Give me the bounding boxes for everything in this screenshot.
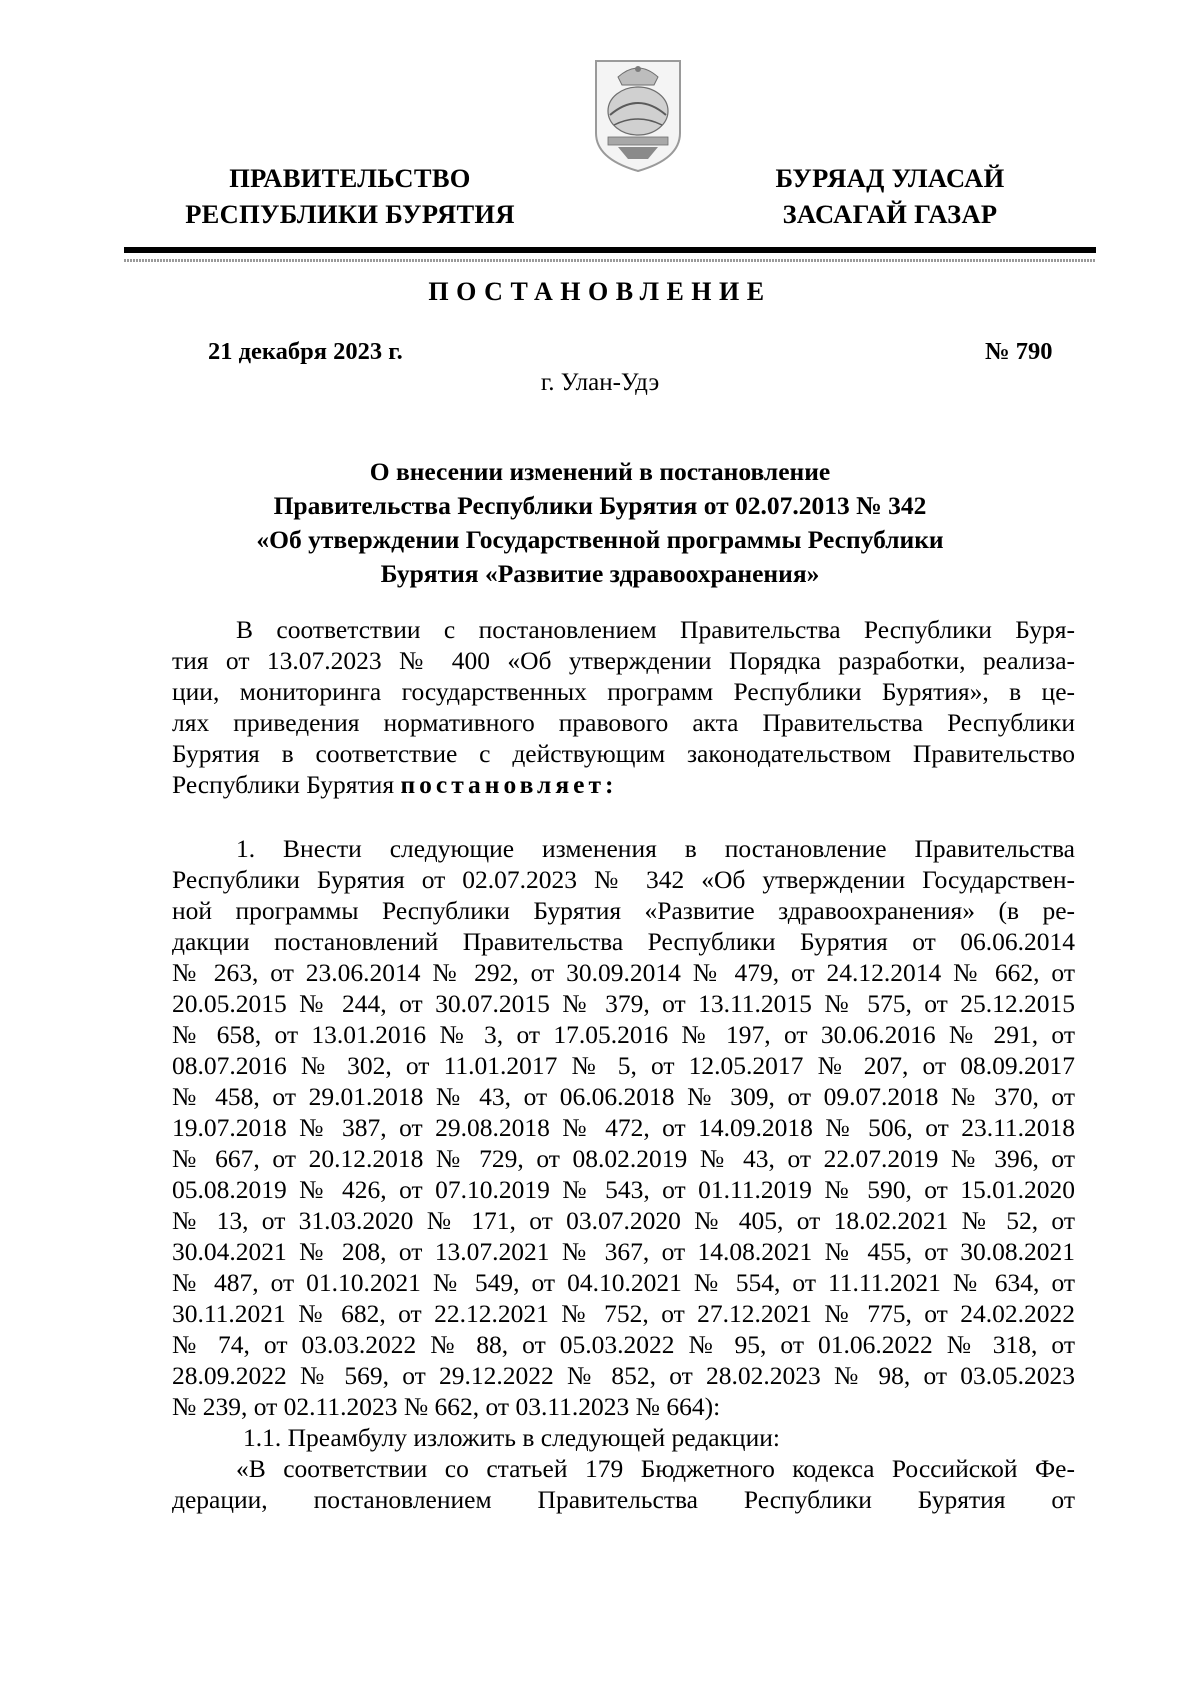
preamble-line: Бурятия в соответствие с действующим законодательством Правительство [172,739,1075,768]
item1-line: Республики Бурятия от 02.07.2023 № 342 «Об утверждении Государствен- [172,865,1075,894]
preamble-line: ции, мониторинга государственных программ Республики Бурятия», в це- [172,677,1075,706]
decree-word: постановляет: [400,770,618,799]
coat-of-arms-emblem-icon [588,55,688,175]
item1-line: 05.08.2019 № 426, от 07.10.2019 № 543, от 01.11.2019 № 590, от 15.01.2020 [172,1175,1075,1204]
preamble-last-line [172,770,1075,800]
header-divider-thin [124,259,1096,262]
preamble-last-prefix: Республики Бурятия [172,770,395,799]
header-right-line2: ЗАСАГАЙ ГАЗАР [782,199,998,229]
item1-line: № 74, от 03.03.2022 № 88, от 05.03.2022 № 95, от 01.06.2022 № 318, от [172,1330,1075,1359]
header-left-line2: РЕСПУБЛИКИ БУРЯТИЯ [185,199,515,229]
item1-line: № 458, от 29.01.2018 № 43, от 06.06.2018 № 309, от 09.07.2018 № 370, от [172,1082,1075,1111]
item1-line: № 667, от 20.12.2018 № 729, от 08.02.2019 № 43, от 22.07.2019 № 396, от [172,1144,1075,1173]
item1-line: № 13, от 31.03.2020 № 171, от 03.07.2020 № 405, от 18.02.2021 № 52, от [172,1206,1075,1235]
quote-line: «В соответствии со статьей 179 Бюджетного кодекса Российской Фе- [236,1454,1075,1483]
document-date: 21 декабря 2023 г. [208,338,403,365]
title-line: Правительства Республики Бурятия от 02.07.2013 № 342 [273,491,927,520]
item1-line: № 239, от 02.11.2023 № 662, от 03.11.2023 № 664): [172,1392,721,1421]
preamble-line: лях приведения нормативного правового акта Правительства Республики [172,708,1075,737]
document-number: № 790 [985,338,1053,365]
government-name-buryat [735,160,1045,232]
item1-line: № 658, от 13.01.2016 № 3, от 17.05.2016 № 197, от 30.06.2016 № 291, от [172,1020,1075,1049]
item1-1-line: 1.1. Преамбулу изложить в следующей редакции: [243,1423,780,1452]
title-line: Бурятия «Развитие здравоохранения» [380,559,820,588]
preamble-line: тия от 13.07.2023 № 400 «Об утверждении Порядка разработки, реализа- [172,646,1075,675]
item1-line: 19.07.2018 № 387, от 29.08.2018 № 472, от 14.09.2018 № 506, от 23.11.2018 [172,1113,1075,1142]
item1-line: 30.04.2021 № 208, от 13.07.2021 № 367, от 14.08.2021 № 455, от 30.08.2021 [172,1237,1075,1266]
item1-line: 28.09.2022 № 569, от 29.12.2022 № 852, от 28.02.2023 № 98, от 03.05.2023 [172,1361,1075,1390]
item1-line: 08.07.2016 № 302, от 11.01.2017 № 5, от 12.05.2017 № 207, от 08.09.2017 [172,1051,1075,1080]
preamble-line: В соответствии с постановлением Правительства Республики Буря- [236,615,1075,644]
document-type: ПОСТАНОВЛЕНИЕ [428,277,772,306]
item1-line: № 487, от 01.10.2021 № 549, от 04.10.2021 № 554, от 11.11.2021 № 634, от [172,1268,1075,1297]
item1-line: ной программы Республики Бурятия «Развитие здравоохранения» (в ре- [172,896,1075,925]
item1-line: 20.05.2015 № 244, от 30.07.2015 № 379, от 13.11.2015 № 575, от 25.12.2015 [172,989,1075,1018]
government-name-russian [160,160,540,232]
header-right-line1: БУРЯАД УЛАСАЙ [775,163,1005,193]
document-city: г. Улан-Удэ [540,369,660,396]
item1-line: № 263, от 23.06.2014 № 292, от 30.09.2014 № 479, от 24.12.2014 № 662, от [172,958,1075,987]
title-line: «Об утверждении Государственной программы Республики [256,525,944,554]
title-line: О внесении изменений в постановление [369,457,831,486]
quote-line: дерации, постановлением Правительства Республики Бурятия от [172,1485,1075,1514]
item1-line: 1. Внести следующие изменения в постановление Правительства [236,834,1075,863]
item1-line: дакции постановлений Правительства Республики Бурятия от 06.06.2014 [172,927,1075,956]
header-divider-thick [124,247,1096,253]
header-left-line1: ПРАВИТЕЛЬСТВО [229,163,471,193]
item1-line: 30.11.2021 № 682, от 22.12.2021 № 752, от 27.12.2021 № 775, от 24.02.2022 [172,1299,1075,1328]
document-title [180,455,1020,591]
